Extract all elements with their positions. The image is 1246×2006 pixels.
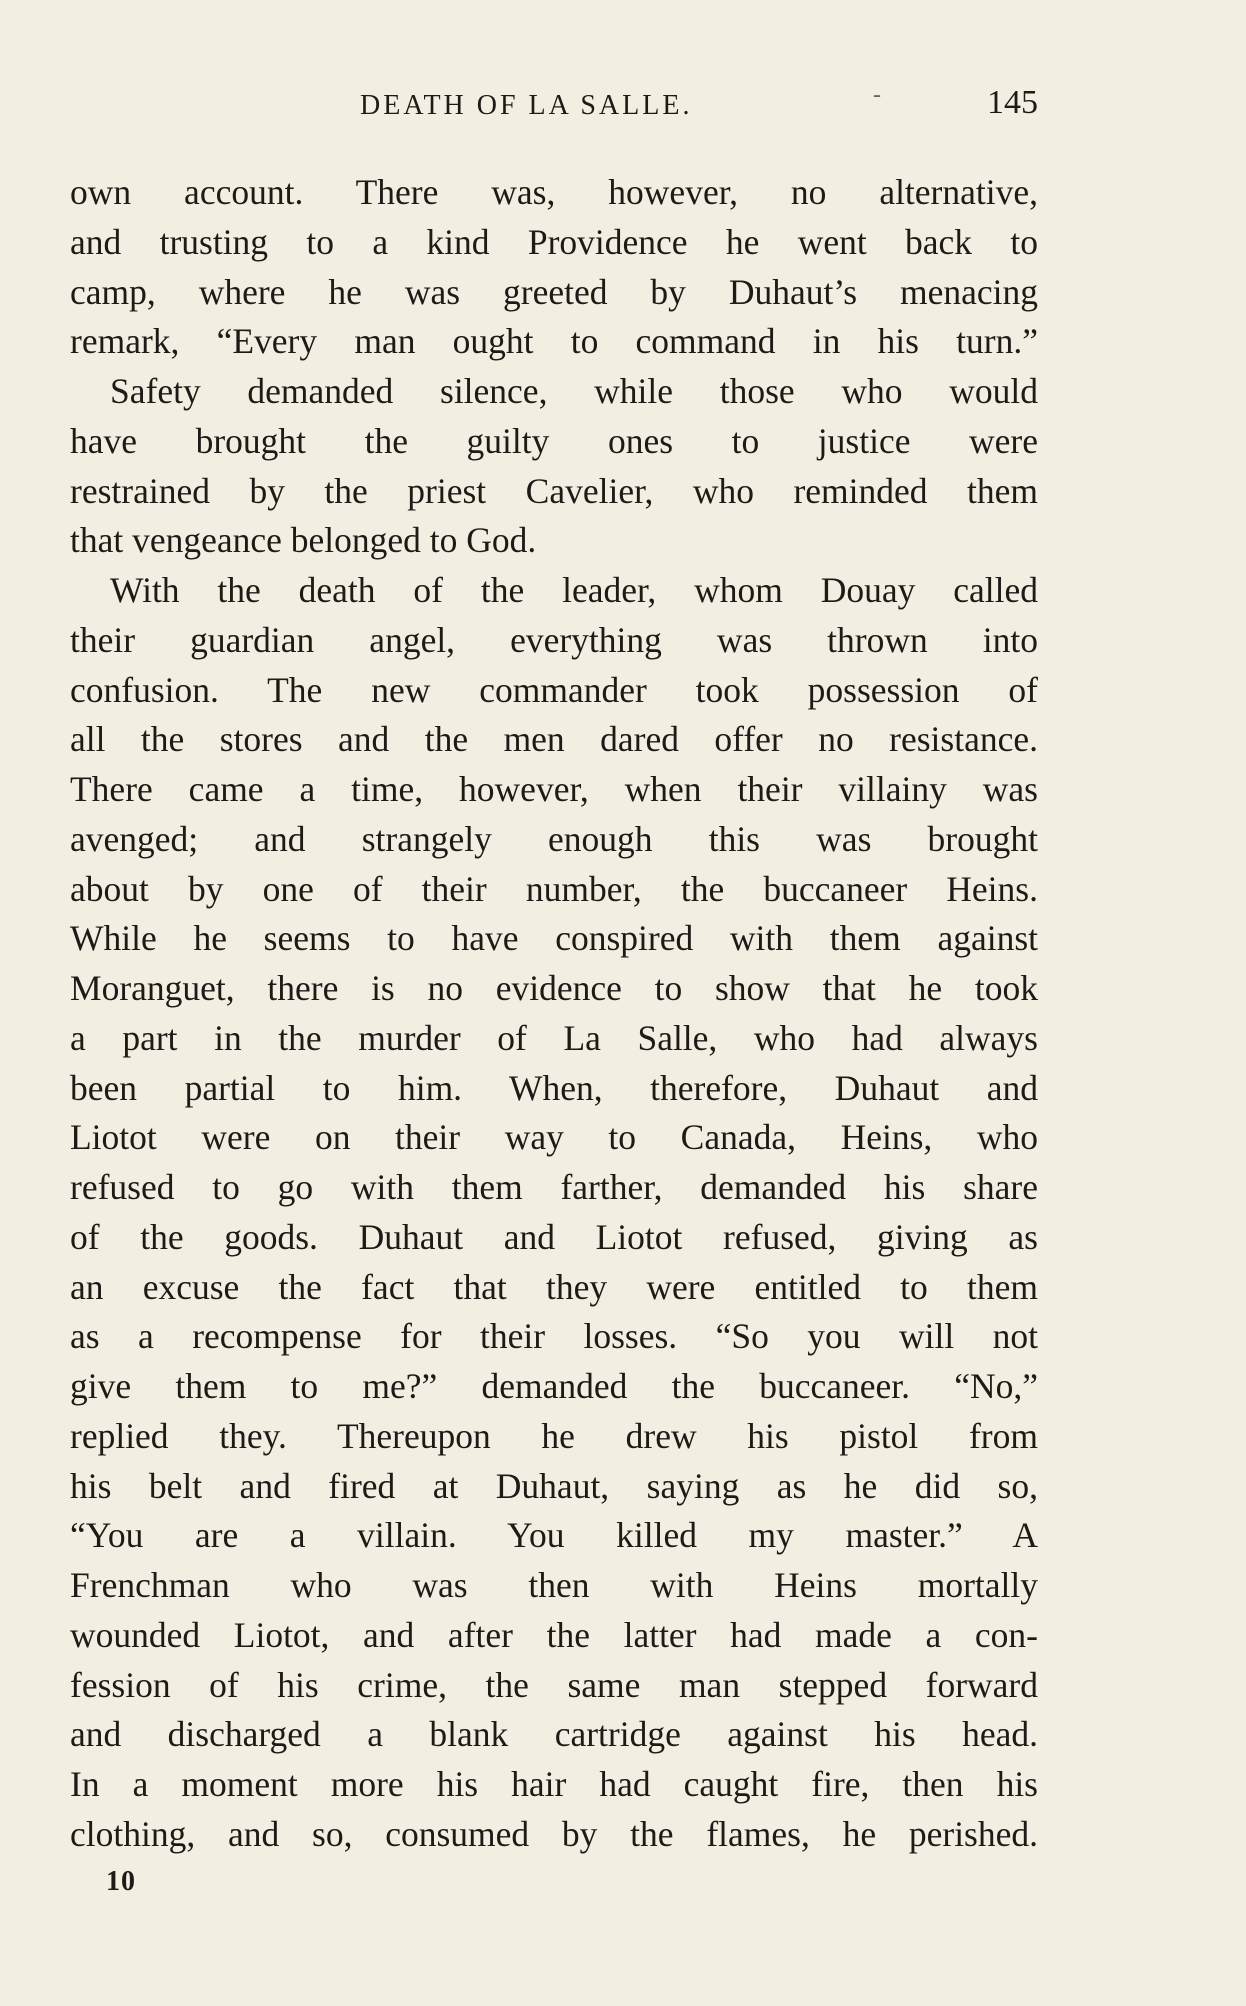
text-line: as a recompense for their losses. “So you will not [70, 1316, 1038, 1357]
text-line: Safety demanded silence, while those who would [110, 371, 1038, 411]
text-line: Frenchman who was then with Heins mortally [70, 1565, 1038, 1605]
text-line: of the goods. Duhaut and Liotot refused, giving as [70, 1216, 1038, 1257]
text-line: and trusting to a kind Providence he went back to [70, 221, 1038, 262]
text-line: remark, “Every man ought to command in his turn.” [70, 321, 1038, 362]
text-line: restrained by the priest Cavelier, who reminded them [70, 470, 1038, 511]
signature-mark: 10 [106, 1866, 136, 1897]
text-line: replied they. Thereupon he drew his pistol from [70, 1415, 1038, 1456]
text-line: his belt and fired at Duhaut, saying as he did so, [70, 1465, 1038, 1506]
text-line: wounded Liotot, and after the latter had made a con- [70, 1614, 1038, 1655]
text-line: Liotot were on their way to Canada, Heins, who [70, 1117, 1038, 1158]
text-line: all the stores and the men dared offer no resistance. [70, 719, 1038, 760]
text-line: have brought the guilty ones to justice were [70, 420, 1038, 461]
page-number: 145 [987, 84, 1038, 121]
text-line: a part in the murder of La Salle, who had always [70, 1017, 1038, 1058]
text-line: refused to go with them farther, demanded his share [70, 1167, 1038, 1207]
text-line: avenged; and strangely enough this was brought [70, 818, 1038, 859]
text-line: camp, where he was greeted by Duhaut’s menacing [70, 271, 1038, 312]
text-line: There came a time, however, when their villainy was [70, 769, 1038, 809]
text-line: Moranguet, there is no evidence to show that he took [70, 968, 1038, 1008]
text-line: In a moment more his hair had caught fire, then his [70, 1764, 1038, 1804]
text-line: that vengeance belonged to God. [70, 520, 537, 561]
text-line: and discharged a blank cartridge against his head. [70, 1714, 1038, 1755]
header-mark: - [873, 82, 881, 108]
text-line: their guardian angel, everything was thrown into [70, 619, 1038, 660]
text-line: fession of his crime, the same man stepped forward [70, 1664, 1038, 1705]
text-line: about by one of their number, the buccaneer Heins. [70, 868, 1038, 909]
text-line: clothing, and so, consumed by the flames, he perished. [70, 1813, 1038, 1854]
page-header [70, 82, 1038, 132]
text-line: With the death of the leader, whom Douay called [110, 570, 1038, 610]
text-line: own account. There was, however, no alternative, [70, 172, 1038, 212]
text-line: confusion. The new commander took possession of [70, 669, 1038, 710]
text-line: While he seems to have conspired with them against [70, 918, 1038, 959]
text-line: been partial to him. When, therefore, Duhaut and [70, 1067, 1038, 1108]
body-text [70, 168, 1038, 1860]
text-line: an excuse the fact that they were entitled to them [70, 1266, 1038, 1307]
running-title: DEATH OF LA SALLE. [360, 90, 693, 121]
text-line: “You are a villain. You killed my master.” A [70, 1515, 1038, 1556]
text-line: give them to me?” demanded the buccaneer. “No,” [70, 1366, 1038, 1406]
